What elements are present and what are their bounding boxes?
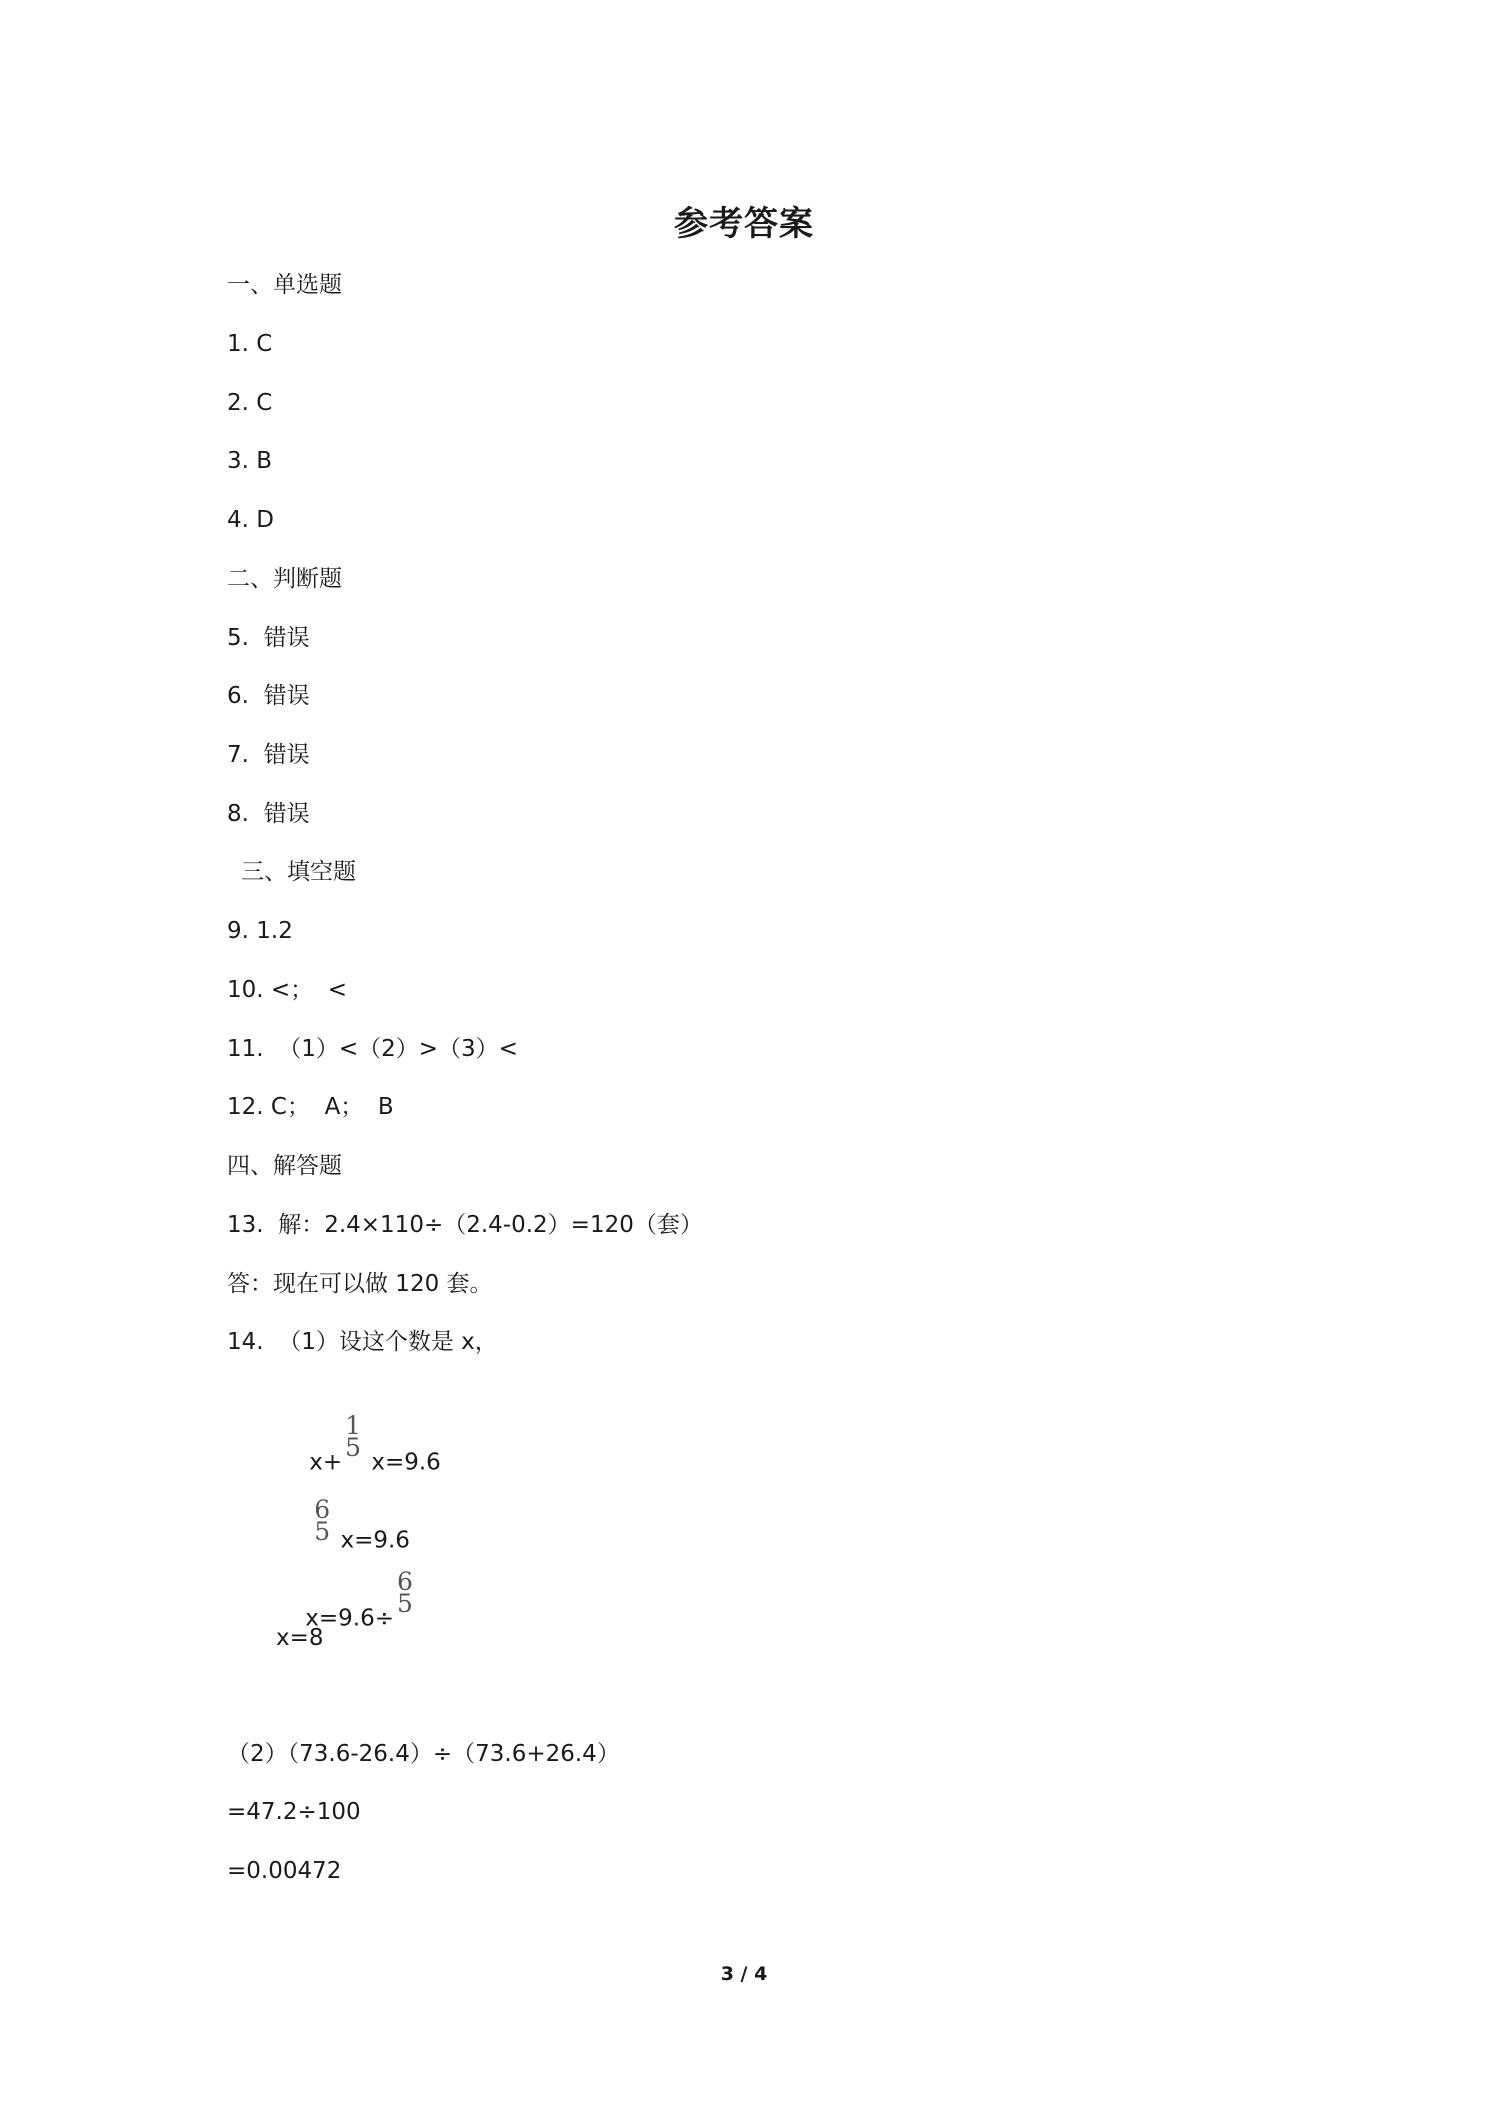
answer-q9: 9. 1.2: [227, 918, 293, 944]
section-heading-true-false: 二、判断题: [227, 566, 342, 592]
answer-q12: 12. C； A； B: [227, 1094, 394, 1120]
fraction-numerator: 6: [396, 1567, 413, 1596]
q14-part2-step1: =47.2÷100: [227, 1799, 361, 1825]
q14-step2-suffix: x=9.6: [333, 1527, 410, 1554]
q14-step1-suffix: x=9.6: [364, 1449, 441, 1476]
answer-q14-part2: （2）（73.6-26.4）÷（73.6+26.4）: [227, 1741, 620, 1767]
answer-q14-intro: 14. （1）设这个数是 x，: [227, 1329, 498, 1355]
q14-equation-step3: [276, 1567, 416, 1671]
answer-q5: 5. 错误: [227, 625, 310, 651]
q14-part2-step2: =0.00472: [227, 1858, 342, 1884]
fraction-denominator: 5: [314, 1517, 331, 1546]
answer-q13-conclusion: 答：现在可以做 120 套。: [227, 1271, 493, 1297]
answer-q4: 4. D: [227, 507, 274, 533]
section-heading-fill-blank: 三、填空题: [241, 859, 356, 885]
section-heading-solve: 四、解答题: [227, 1153, 342, 1179]
fraction-numerator: 1: [345, 1411, 362, 1440]
answer-q13: 13. 解：2.4×110÷（2.4-0.2）=120（套）: [227, 1212, 703, 1238]
fraction-numerator: 6: [314, 1495, 331, 1524]
answer-q6: 6. 错误: [227, 683, 310, 709]
q14-equation-step4: x=8: [276, 1625, 324, 1651]
q14-step3-prefix: x=9.6÷: [305, 1605, 394, 1632]
answer-q10: 10. <； <: [227, 977, 348, 1003]
page-title: 参考答案: [674, 204, 814, 244]
section-heading-single-choice: 一、单选题: [227, 272, 342, 298]
fraction-denominator: 5: [345, 1433, 362, 1462]
q14-step1-prefix: x+: [309, 1449, 343, 1476]
fraction-six-fifths: [396, 1567, 413, 1618]
page-number: 3 / 4: [720, 1963, 768, 1985]
answer-q3: 3. B: [227, 448, 273, 474]
fraction-denominator: 5: [396, 1589, 413, 1618]
answer-q1: 1. C: [227, 331, 273, 357]
fraction-six-fifths: [314, 1495, 331, 1546]
fraction-one-fifth: [345, 1411, 362, 1462]
answer-q8: 8. 错误: [227, 801, 310, 827]
answer-q2: 2. C: [227, 390, 273, 416]
answer-q11: 11. （1）<（2）>（3）<: [227, 1036, 518, 1062]
answer-q7: 7. 错误: [227, 742, 310, 768]
